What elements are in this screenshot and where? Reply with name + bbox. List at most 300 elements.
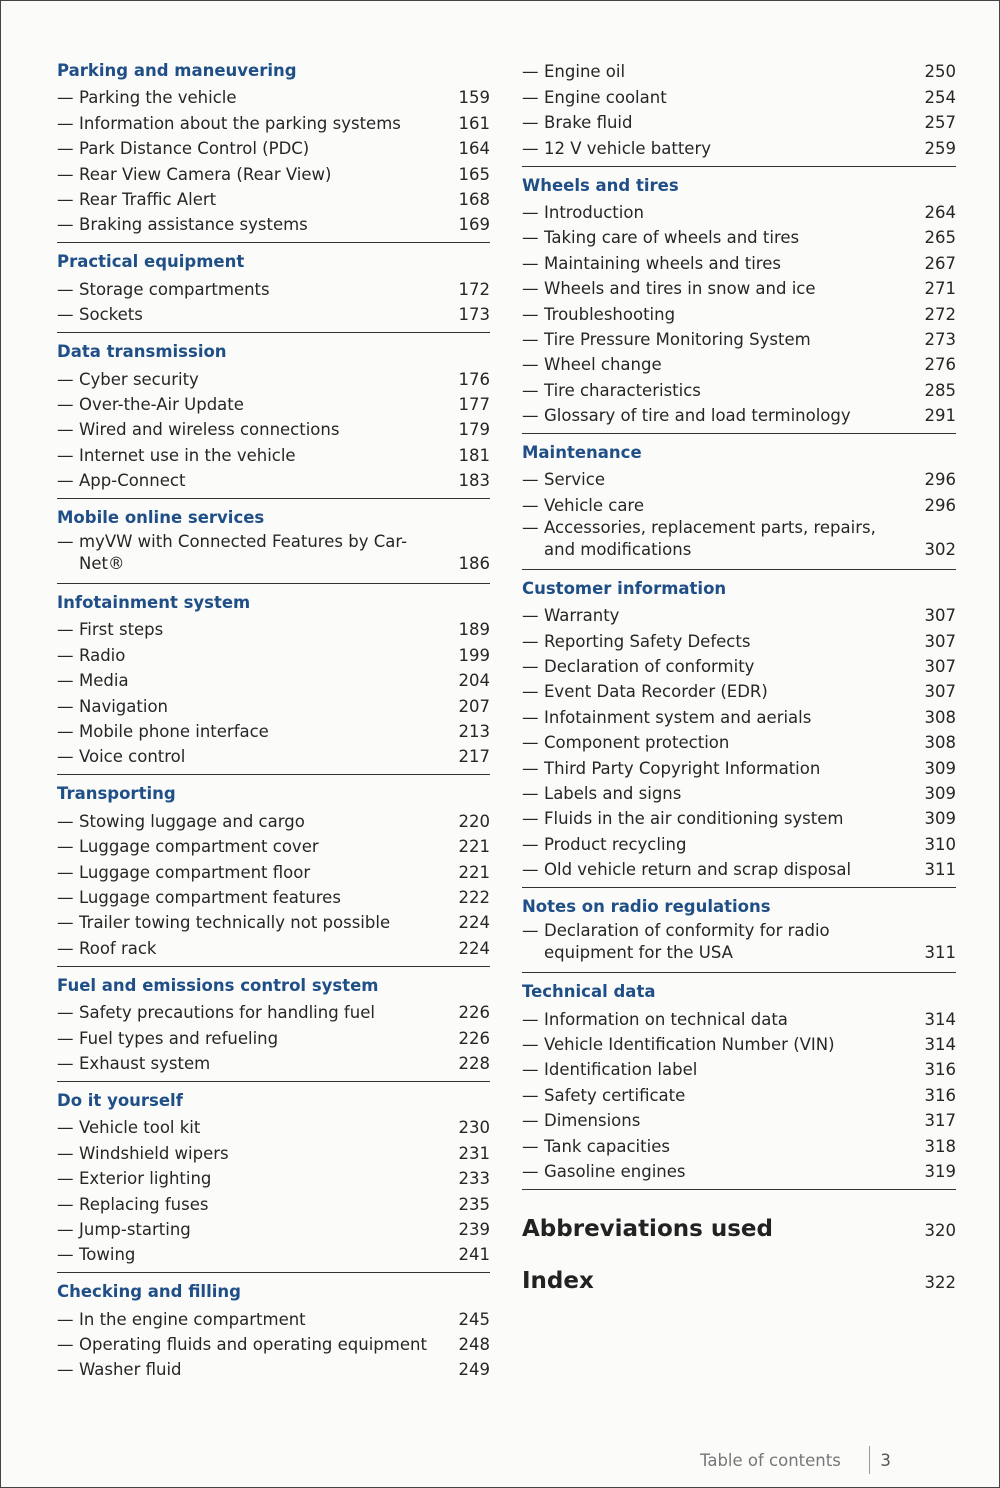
entry-text: Dimensions (544, 1111, 641, 1131)
entry-dash: — (57, 1219, 74, 1239)
toc-entry[interactable] (57, 416, 490, 441)
entry-text: Luggage compartment features (79, 887, 341, 907)
entry-label (522, 495, 922, 517)
toc-entry[interactable] (57, 1024, 490, 1049)
entry-label (57, 1219, 456, 1241)
entry-text: App-Connect (79, 471, 186, 491)
entry-page-number: 161 (458, 113, 490, 133)
toc-entry[interactable] (522, 830, 956, 855)
toc-entry[interactable] (57, 1241, 490, 1266)
section-heading: Data transmission (57, 342, 227, 362)
entry-page-number: 296 (924, 495, 956, 515)
entry-text: Information on technical data (544, 1009, 788, 1029)
entry-dash: — (522, 606, 539, 626)
entry-dash: — (57, 88, 74, 108)
entry-label (522, 1034, 922, 1056)
toc-entry[interactable] (522, 249, 956, 274)
entry-label (57, 304, 456, 326)
entry-page-number: 308 (924, 733, 956, 753)
entry-text: Information about the parking systems (79, 113, 401, 133)
entry-text: Reporting Safety Defects (544, 631, 751, 651)
entry-page-number: 199 (458, 645, 490, 665)
toc-entry[interactable] (522, 920, 956, 966)
toc-section (522, 576, 956, 888)
entry-page-number: 183 (458, 471, 490, 491)
entry-page-number: 226 (458, 1003, 490, 1023)
entry-label (57, 1117, 456, 1139)
toc-entry[interactable] (522, 376, 956, 401)
section-divider (57, 774, 490, 775)
entry-label (57, 721, 456, 743)
major-entry-title: Abbreviations used (522, 1215, 773, 1242)
entry-dash: — (57, 164, 74, 184)
entry-dash: — (57, 620, 74, 640)
toc-entry[interactable] (522, 678, 956, 703)
toc-entry[interactable] (522, 275, 956, 300)
entry-label (522, 758, 922, 780)
toc-entry[interactable] (57, 667, 490, 692)
section-heading: Technical data (522, 982, 656, 1002)
toc-entry[interactable] (57, 160, 490, 185)
toc-entry[interactable] (522, 1132, 956, 1157)
entry-label (57, 419, 456, 441)
entry-dash: — (522, 809, 539, 829)
section-divider (57, 1272, 490, 1273)
entry-dash: — (522, 279, 539, 299)
entry-label (57, 369, 456, 391)
toc-entry[interactable] (57, 807, 490, 832)
entry-label (57, 394, 456, 416)
entry-page-number: 311 (924, 943, 956, 963)
entry-label (522, 517, 922, 561)
entry-page-number: 226 (458, 1028, 490, 1048)
toc-entry[interactable] (57, 365, 490, 390)
entry-dash: — (57, 394, 74, 414)
entry-dash: — (57, 471, 74, 491)
toc-entry[interactable] (57, 884, 490, 909)
entry-page-number: 230 (458, 1118, 490, 1138)
entry-label (522, 61, 922, 83)
entry-label (522, 631, 922, 653)
toc-entry[interactable] (522, 754, 956, 779)
toc-entry[interactable] (57, 833, 490, 858)
toc-entry[interactable] (57, 934, 490, 959)
entry-label (57, 746, 456, 768)
entry-dash: — (57, 215, 74, 235)
entry-page-number: 296 (924, 470, 956, 490)
entry-dash: — (57, 1309, 74, 1329)
toc-entry[interactable] (522, 1056, 956, 1081)
entry-page-number: 179 (458, 420, 490, 440)
entry-page-number: 265 (924, 228, 956, 248)
toc-section (522, 440, 956, 570)
entry-dash: — (57, 1118, 74, 1138)
entry-page-number: 271 (924, 279, 956, 299)
entry-dash: — (522, 783, 539, 803)
toc-entry[interactable] (57, 1114, 490, 1139)
entry-dash: — (522, 470, 539, 490)
entry-text: Taking care of wheels and tires (544, 228, 800, 248)
entry-page-number: 307 (924, 657, 956, 677)
entry-text: Towing (79, 1245, 136, 1265)
toc-entry[interactable] (57, 109, 490, 134)
toc-entry[interactable] (522, 491, 956, 516)
entry-page-number: 177 (458, 394, 490, 414)
toc-entry[interactable] (522, 703, 956, 728)
section-divider (57, 583, 490, 584)
entry-text: Operating fluids and operating equipment (79, 1335, 427, 1355)
entry-page-number: 318 (924, 1136, 956, 1156)
toc-section (57, 249, 490, 333)
entry-label (522, 920, 922, 964)
entry-label (522, 1085, 922, 1107)
toc-entry[interactable] (57, 641, 490, 666)
entry-page-number: 309 (924, 783, 956, 803)
entry-page-number: 316 (924, 1085, 956, 1105)
entry-page-number: 169 (458, 215, 490, 235)
entry-text: Braking assistance systems (79, 215, 308, 235)
entry-label (57, 279, 456, 301)
toc-section (522, 58, 956, 167)
major-entry[interactable] (522, 1256, 956, 1294)
entry-page-number: 317 (924, 1111, 956, 1131)
entry-dash: — (522, 304, 539, 324)
toc-entry[interactable] (522, 351, 956, 376)
entry-label (522, 380, 922, 402)
toc-entry[interactable] (57, 1050, 490, 1075)
entry-dash: — (57, 1003, 74, 1023)
toc-entry[interactable] (57, 1331, 490, 1356)
entry-text: Identification label (544, 1060, 698, 1080)
toc-entry[interactable] (57, 1139, 490, 1164)
section-heading: Notes on radio regulations (522, 897, 771, 917)
entry-text: Component protection (544, 733, 730, 753)
toc-entry[interactable] (57, 211, 490, 236)
entry-dash: — (57, 1169, 74, 1189)
section-divider (522, 1189, 956, 1190)
entry-page-number: 213 (458, 722, 490, 742)
toc-entry[interactable] (57, 441, 490, 466)
entry-text: Glossary of tire and load terminology (544, 406, 851, 426)
section-heading: Transporting (57, 784, 176, 804)
entry-page-number: 311 (924, 860, 956, 880)
entry-label (522, 112, 922, 134)
toc-entry[interactable] (57, 1305, 490, 1330)
entry-page-number: 168 (458, 189, 490, 209)
entry-label (522, 227, 922, 249)
toc-entry[interactable] (57, 999, 490, 1024)
entry-page-number: 314 (924, 1009, 956, 1029)
toc-entry[interactable] (522, 1005, 956, 1030)
entry-text: Safety certificate (544, 1085, 686, 1105)
entry-dash: — (57, 113, 74, 133)
toc-entry[interactable] (522, 134, 956, 159)
toc-entry[interactable] (57, 718, 490, 743)
entry-dash: — (522, 758, 539, 778)
entry-page-number: 231 (458, 1143, 490, 1163)
entry-label (57, 619, 456, 641)
entry-page-number: 319 (924, 1161, 956, 1181)
entry-text: Rear View Camera (Rear View) (79, 164, 332, 184)
entry-dash: — (57, 279, 74, 299)
entry-dash: — (57, 837, 74, 857)
entry-dash: — (57, 1194, 74, 1214)
entry-text: Jump-starting (79, 1219, 191, 1239)
entry-text: Service (544, 470, 605, 490)
entry-text: Exhaust system (79, 1053, 211, 1073)
toc-entry[interactable] (522, 856, 956, 881)
entry-dash: — (522, 1136, 539, 1156)
section-heading: Wheels and tires (522, 175, 679, 195)
entry-dash: — (57, 1053, 74, 1073)
toc-entry[interactable] (522, 602, 956, 627)
entry-text: Tire characteristics (544, 380, 701, 400)
major-entry-page-number: 322 (924, 1272, 956, 1292)
entry-page-number: 239 (458, 1219, 490, 1239)
entry-label (522, 1136, 922, 1158)
entry-page-number: 310 (924, 834, 956, 854)
entry-dash: — (57, 1143, 74, 1163)
section-divider (522, 972, 956, 973)
footer-label: Table of contents (700, 1450, 841, 1470)
entry-text: Vehicle Identification Number (VIN) (544, 1034, 835, 1054)
toc-entry[interactable] (522, 326, 956, 351)
entry-label (522, 253, 922, 275)
entry-dash: — (522, 380, 539, 400)
toc-entry[interactable] (522, 83, 956, 108)
entry-label (522, 304, 922, 326)
major-entry[interactable] (522, 1204, 956, 1242)
entry-dash: — (522, 202, 539, 222)
entry-dash: — (522, 657, 539, 677)
entry-text: Parking the vehicle (79, 88, 237, 108)
entry-label (522, 707, 922, 729)
entry-text: Mobile phone interface (79, 722, 269, 742)
entry-dash: — (522, 1060, 539, 1080)
entry-dash: — (522, 495, 539, 515)
entry-label (57, 645, 456, 667)
entry-text: Park Distance Control (PDC) (79, 139, 310, 159)
toc-section (57, 973, 490, 1082)
section-divider (57, 966, 490, 967)
toc-entry[interactable] (522, 805, 956, 830)
toc-entry[interactable] (522, 653, 956, 678)
entry-page-number: 228 (458, 1053, 490, 1073)
entry-label (57, 531, 456, 575)
section-divider (522, 887, 956, 888)
entry-dash: — (57, 189, 74, 209)
entry-page-number: 172 (458, 279, 490, 299)
entry-dash: — (57, 913, 74, 933)
toc-entry[interactable] (57, 84, 490, 109)
toc-entry[interactable] (57, 616, 490, 641)
entry-text: First steps (79, 620, 164, 640)
toc-section (57, 781, 490, 966)
toc-entry[interactable] (57, 391, 490, 416)
entry-page-number: 249 (458, 1360, 490, 1380)
entry-text: Rear Traffic Alert (79, 189, 217, 209)
entry-text: Introduction (544, 202, 644, 222)
entry-dash: — (522, 228, 539, 248)
entry-label (57, 1053, 456, 1075)
toc-entry[interactable] (57, 743, 490, 768)
toc-entry[interactable] (522, 1107, 956, 1132)
toc-section (522, 979, 956, 1190)
entry-text: Old vehicle return and scrap disposal (544, 860, 852, 880)
entry-text: Fuel types and refueling (79, 1028, 279, 1048)
toc-section (57, 58, 490, 243)
entry-dash: — (522, 1161, 539, 1181)
entry-text: Luggage compartment floor (79, 862, 311, 882)
entry-label (522, 681, 922, 703)
entry-label (57, 1194, 456, 1216)
entry-page-number: 291 (924, 406, 956, 426)
entry-page-number: 264 (924, 202, 956, 222)
toc-entry[interactable] (57, 1216, 490, 1241)
entry-text: Replacing fuses (79, 1194, 209, 1214)
section-divider (57, 498, 490, 499)
toc-entry[interactable] (57, 692, 490, 717)
toc-entry[interactable] (522, 58, 956, 83)
toc-entry[interactable] (57, 275, 490, 300)
section-heading: Fuel and emissions control system (57, 975, 379, 995)
entry-dash: — (57, 938, 74, 958)
entry-label (57, 696, 456, 718)
entry-dash: — (57, 532, 74, 552)
entry-text: Wired and wireless connections (79, 420, 340, 440)
toc-entry[interactable] (522, 224, 956, 249)
entry-page-number: 285 (924, 380, 956, 400)
toc-entry[interactable] (522, 780, 956, 805)
entry-page-number: 165 (458, 164, 490, 184)
section-heading: Maintenance (522, 443, 642, 463)
entry-label (57, 1309, 456, 1331)
entry-text: Over-the-Air Update (79, 394, 244, 414)
entry-dash: — (57, 747, 74, 767)
toc-entry[interactable] (57, 186, 490, 211)
entry-dash: — (57, 696, 74, 716)
footer-separator (869, 1446, 871, 1474)
toc-section (57, 1088, 490, 1273)
entry-page-number: 248 (458, 1335, 490, 1355)
entry-label (57, 1334, 456, 1356)
toc-right-column (522, 58, 956, 1294)
entry-page-number: 314 (924, 1034, 956, 1054)
entry-label (57, 138, 456, 160)
toc-entry[interactable] (57, 1356, 490, 1381)
toc-entry[interactable] (522, 1081, 956, 1106)
toc-entry[interactable] (57, 858, 490, 883)
entry-page-number: 186 (458, 554, 490, 574)
toc-entry[interactable] (57, 1165, 490, 1190)
entry-text: Tire Pressure Monitoring System (544, 329, 811, 349)
entry-dash: — (522, 1085, 539, 1105)
entry-label (57, 164, 456, 186)
entry-text: Labels and signs (544, 783, 682, 803)
entry-dash: — (57, 811, 74, 831)
toc-section (57, 505, 490, 584)
entry-label (57, 862, 456, 884)
entry-page-number: 181 (458, 445, 490, 465)
toc-entry[interactable] (522, 627, 956, 652)
entry-dash: — (522, 682, 539, 702)
entry-text: Media (79, 671, 129, 691)
entry-page-number: 245 (458, 1309, 490, 1329)
entry-text: Declaration of conformity (544, 657, 755, 677)
toc-entry[interactable] (522, 199, 956, 224)
toc-entry[interactable] (522, 1158, 956, 1183)
toc-entry[interactable] (522, 517, 956, 563)
entry-dash: — (522, 517, 539, 537)
entry-dash: — (522, 733, 539, 753)
entry-text: Washer fluid (79, 1360, 182, 1380)
toc-entry[interactable] (57, 467, 490, 492)
toc-entry[interactable] (57, 909, 490, 934)
entry-dash: — (522, 707, 539, 727)
toc-entry[interactable] (57, 301, 490, 326)
entry-dash: — (57, 139, 74, 159)
entry-text: Exterior lighting (79, 1169, 212, 1189)
entry-text: Trailer towing technically not possible (79, 913, 391, 933)
entry-label (57, 1028, 456, 1050)
toc-entry[interactable] (522, 1031, 956, 1056)
section-heading: Infotainment system (57, 593, 251, 613)
entry-label (57, 1168, 456, 1190)
toc-entry[interactable] (522, 402, 956, 427)
entry-dash: — (57, 671, 74, 691)
entry-dash: — (57, 722, 74, 742)
toc-left-column (57, 58, 490, 1385)
toc-entry[interactable] (522, 466, 956, 491)
toc-entry[interactable] (57, 135, 490, 160)
entry-page-number: 204 (458, 671, 490, 691)
entry-label (522, 354, 922, 376)
entry-page-number: 176 (458, 369, 490, 389)
entry-label (57, 1143, 456, 1165)
toc-entry[interactable] (57, 531, 490, 577)
entry-text: myVW with Connected Features by Car-Net® (79, 532, 408, 574)
entry-page-number: 308 (924, 707, 956, 727)
entry-page-number: 221 (458, 837, 490, 857)
entry-dash: — (57, 1335, 74, 1355)
section-divider (522, 569, 956, 570)
entry-label (57, 1244, 456, 1266)
entry-page-number: 250 (924, 62, 956, 82)
entry-text: Gasoline engines (544, 1161, 686, 1181)
entry-text: Windshield wipers (79, 1143, 229, 1163)
entry-text: Storage compartments (79, 279, 270, 299)
entry-label (57, 811, 456, 833)
toc-entry[interactable] (522, 729, 956, 754)
entry-page-number: 224 (458, 913, 490, 933)
entry-page-number: 309 (924, 809, 956, 829)
entry-dash: — (57, 887, 74, 907)
entry-page-number: 309 (924, 758, 956, 778)
section-heading: Parking and maneuvering (57, 61, 297, 80)
entry-page-number: 272 (924, 304, 956, 324)
entry-dash: — (522, 138, 539, 158)
entry-text: 12 V vehicle battery (544, 138, 712, 158)
entry-text: Wheels and tires in snow and ice (544, 279, 816, 299)
section-divider (57, 242, 490, 243)
entry-page-number: 173 (458, 305, 490, 325)
toc-entry[interactable] (522, 300, 956, 325)
entry-label (57, 1002, 456, 1024)
toc-entry[interactable] (522, 109, 956, 134)
toc-entry[interactable] (57, 1190, 490, 1215)
entry-dash: — (57, 1245, 74, 1265)
entry-page-number: 233 (458, 1169, 490, 1189)
